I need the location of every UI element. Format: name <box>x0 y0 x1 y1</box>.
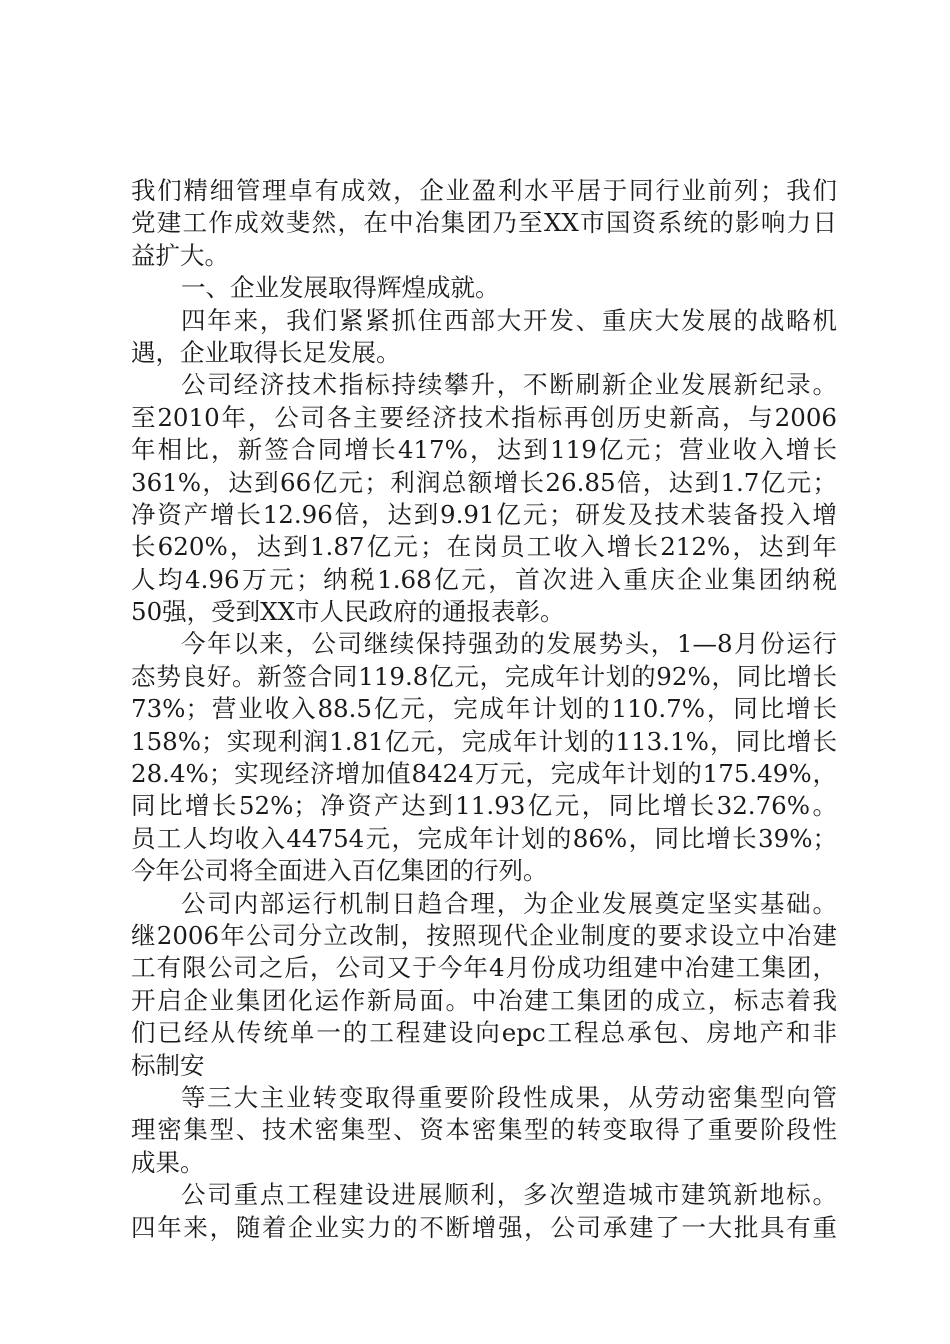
text-line: 们已经从传统单一的工程建设向epc工程总承包、房地产和非 <box>131 1018 837 1048</box>
text-line: 继2006年公司分立改制，按照现代企业制度的要求设立中冶建 <box>131 920 837 950</box>
text-line: 净资产增长12.96倍，达到9.91亿元；研发及技术装备投入增 <box>131 499 837 529</box>
text-line: 态势良好。新签合同119.8亿元，完成年计划的92%，同比增长 <box>131 661 837 691</box>
text-line: 50强，受到XX市人民政府的通报表彰。 <box>131 597 565 627</box>
text-line: 73%；营业收入88.5亿元，完成年计划的110.7%，同比增长 <box>131 694 837 724</box>
text-line: 等三大主业转变取得重要阶段性成果，从劳动密集型向管 <box>181 1082 837 1112</box>
text-line: 四年来，我们紧紧抓住西部大开发、重庆大发展的战略机 <box>181 305 837 335</box>
section-heading: 一、企业发展取得辉煌成就。 <box>181 273 500 303</box>
text-line: 361%，达到66亿元；利润总额增长26.85倍，达到1.7亿元； <box>131 467 837 497</box>
text-line: 158%；实现利润1.81亿元，完成年计划的113.1%，同比增长 <box>131 726 837 756</box>
text-line: 至2010年，公司各主要经济技术指标再创历史新高，与2006 <box>131 402 837 432</box>
document-body <box>131 175 837 1244</box>
text-line: 今年以来，公司继续保持强劲的发展势头，1—8月份运行 <box>181 629 837 659</box>
text-line: 今年公司将全面进入百亿集团的行列。 <box>131 856 548 886</box>
text-line: 公司内部运行机制日趋合理，为企业发展奠定坚实基础。 <box>181 888 837 918</box>
text-line: 理密集型、技术密集型、资本密集型的转变取得了重要阶段性 <box>131 1115 837 1145</box>
text-line: 年相比，新签合同增长417%，达到119亿元；营业收入增长 <box>131 435 837 465</box>
text-line: 我们精细管理卓有成效，企业盈利水平居于同行业前列；我们 <box>131 176 837 205</box>
text-line: 公司经济技术指标持续攀升，不断刷新企业发展新纪录。 <box>181 370 837 400</box>
text-line: 党建工作成效斐然，在中冶集团乃至XX市国资系统的影响力日 <box>131 208 837 238</box>
text-line: 公司重点工程建设进展顺利，多次塑造城市建筑新地标。 <box>181 1180 837 1210</box>
text-line: 开启企业集团化运作新局面。中冶建工集团的成立，标志着我 <box>131 985 837 1015</box>
text-line: 益扩大。 <box>131 240 229 270</box>
text-line: 28.4%；实现经济增加值8424万元，完成年计划的175.49%， <box>131 759 837 789</box>
text-line: 同比增长52%；净资产达到11.93亿元，同比增长32.76%。 <box>131 791 837 821</box>
text-line: 长620%，达到1.87亿元；在岗员工收入增长212%，达到年 <box>131 532 837 562</box>
text-line: 四年来，随着企业实力的不断增强，公司承建了一大批具有重 <box>131 1212 837 1242</box>
text-line: 人均4.96万元；纳税1.68亿元，首次进入重庆企业集团纳税 <box>131 564 837 594</box>
text-line: 工有限公司之后，公司又于今年4月份成功组建中冶建工集团， <box>131 953 837 983</box>
text-line: 标制安 <box>131 1050 205 1080</box>
text-line: 成果。 <box>131 1147 205 1177</box>
text-line: 遇，企业取得长足发展。 <box>131 337 401 367</box>
text-line: 员工人均收入44754元，完成年计划的86%，同比增长39%； <box>131 823 837 853</box>
